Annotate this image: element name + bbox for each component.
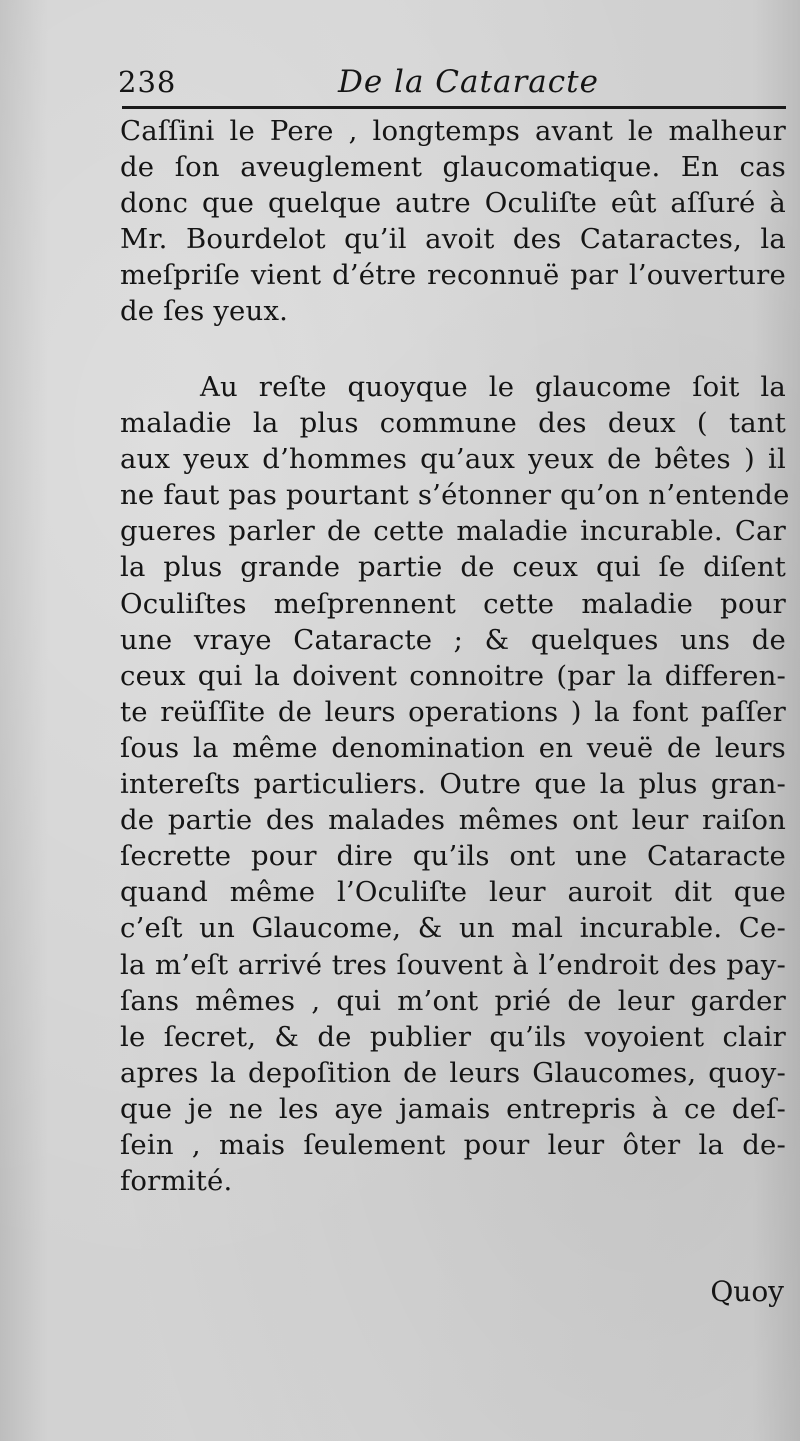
text-line: la plus grande partie de ceux qui ſe diſent — [120, 551, 786, 584]
running-head: De la Cataracte — [338, 64, 599, 100]
text-line: Oculiſtes meſprennent cette maladie pour — [120, 587, 786, 620]
text-line: de ſon aveuglement glaucomatique. En cas — [120, 151, 786, 184]
text-line: c’eſt un Glaucome, & un mal incurable. Ce- — [120, 912, 786, 945]
paragraph-1 — [120, 113, 786, 330]
text-line: de ſes yeux. — [120, 295, 289, 328]
page-header — [118, 62, 784, 102]
text-line: intereſts particuliers. Outre que la plus gran- — [120, 768, 786, 801]
text-line: aux yeux d’hommes qu’aux yeux de bêtes ) il — [120, 443, 786, 476]
text-line: ſecrette pour dire qu’ils ont une Cataracte — [120, 840, 786, 873]
catchword: Quoy — [710, 1275, 784, 1308]
text-line: gueres parler de cette maladie incurable. Car — [120, 515, 786, 548]
text-line: le ſecret, & de publier qu’ils voyoient clair — [120, 1020, 786, 1053]
text-line: ceux qui la doivent connoitre (par la differen- — [120, 659, 786, 692]
text-line: de partie des malades mêmes ont leur raiſon — [120, 804, 786, 837]
text-line: ſein , mais ſeulement pour leur ôter la de- — [120, 1128, 786, 1161]
text-line: une vraye Cataracte ; & quelques uns de — [120, 623, 786, 656]
text-line: ſans mêmes , qui m’ont prié de leur garder — [120, 984, 786, 1017]
text-line: la m’eſt arrivé tres ſouvent à l’endroit des pay- — [120, 948, 786, 981]
text-line: Mr. Bourdelot qu’il avoit des Cataractes, la — [120, 223, 786, 256]
text-line: te reüſſite de leurs operations ) la font paſſer — [120, 695, 786, 728]
paragraph-2 — [120, 369, 790, 1199]
header-rule — [122, 106, 786, 109]
text-line: ſous la même denomination en veuë de leurs — [120, 731, 786, 764]
text-line: formité. — [120, 1165, 233, 1198]
page-number: 238 — [118, 65, 177, 99]
text-line: quand même l’Oculiſte leur auroit dit que — [120, 876, 786, 909]
text-line: ne faut pas pourtant s’étonner qu’on n’entende — [120, 479, 790, 512]
text-line: Caſſini le Pere , longtemps avant le malheur — [120, 115, 786, 147]
text-line: que je ne les aye jamais entrepris à ce deſ- — [120, 1092, 786, 1125]
text-line: donc que quelque autre Oculiſte eût aſſuré à — [120, 187, 786, 220]
text-line: meſpriſe vient d’étre reconnuë par l’ouverture — [120, 259, 786, 292]
text-line: Au reſte quoyque le glaucome ſoit la — [200, 371, 786, 403]
text-line: maladie la plus commune des deux ( tant — [120, 407, 786, 440]
text-line: apres la depoſition de leurs Glaucomes, quoy- — [120, 1056, 786, 1089]
